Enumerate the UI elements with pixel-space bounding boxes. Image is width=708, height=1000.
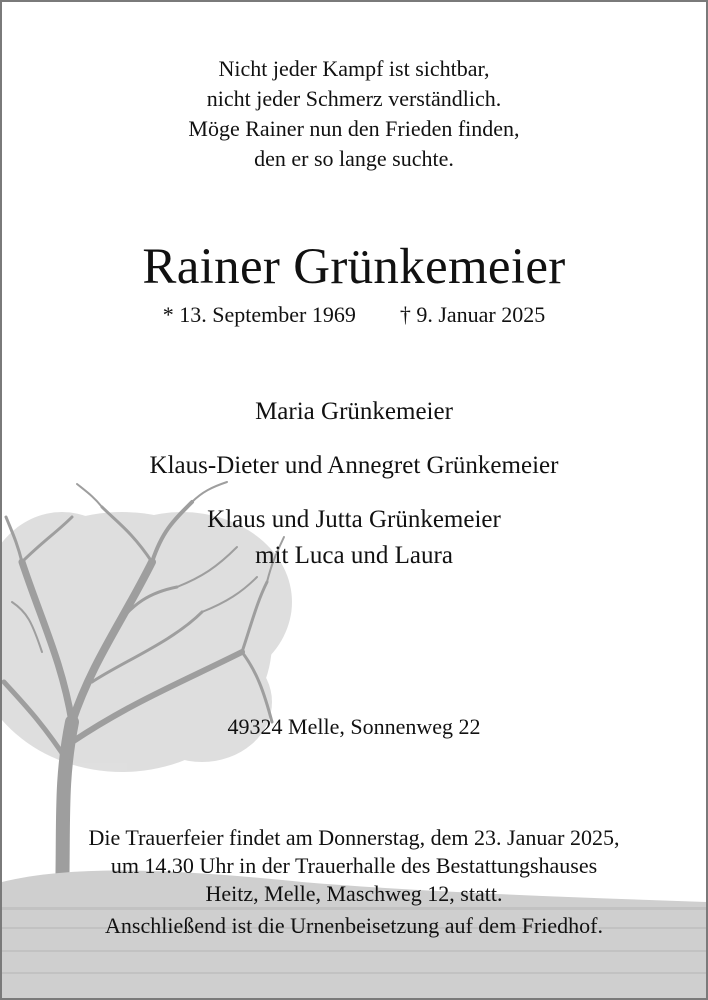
mourner-line: Klaus-Dieter und Annegret Grünkemeier	[149, 452, 559, 479]
birth-date: * 13. September 1969	[162, 302, 356, 327]
service-line: Heitz, Melle, Maschweg 12, statt.	[205, 881, 503, 906]
poem-line: Nicht jeder Kampf ist sichtbar,	[218, 56, 490, 81]
poem-line: den er so lange suchte.	[254, 146, 454, 171]
service-line: um 14.30 Uhr in der Trauerhalle des Bestattungshauses	[110, 853, 598, 878]
service-line: Anschließend ist die Urnenbeisetzung auf dem Friedhof.	[105, 913, 603, 938]
mourner-line: Maria Grünkemeier	[255, 398, 453, 425]
deceased-name: Rainer Grünkemeier	[142, 239, 566, 295]
life-dates	[2, 300, 706, 330]
address: 49324 Melle, Sonnenweg 22	[227, 714, 481, 739]
poem	[2, 54, 706, 174]
mourner-line: Klaus und Jutta Grünkemeier	[207, 506, 501, 533]
poem-line: nicht jeder Schmerz verständlich.	[206, 86, 502, 111]
mourners	[2, 394, 706, 574]
service-line: Die Trauerfeier findet am Donnerstag, dem 23. Januar 2025,	[88, 825, 620, 850]
death-date: † 9. Januar 2025	[399, 302, 546, 327]
service-info	[2, 824, 706, 940]
mourner-line: mit Luca und Laura	[255, 542, 453, 569]
poem-line: Möge Rainer nun den Frieden finden,	[188, 116, 520, 141]
